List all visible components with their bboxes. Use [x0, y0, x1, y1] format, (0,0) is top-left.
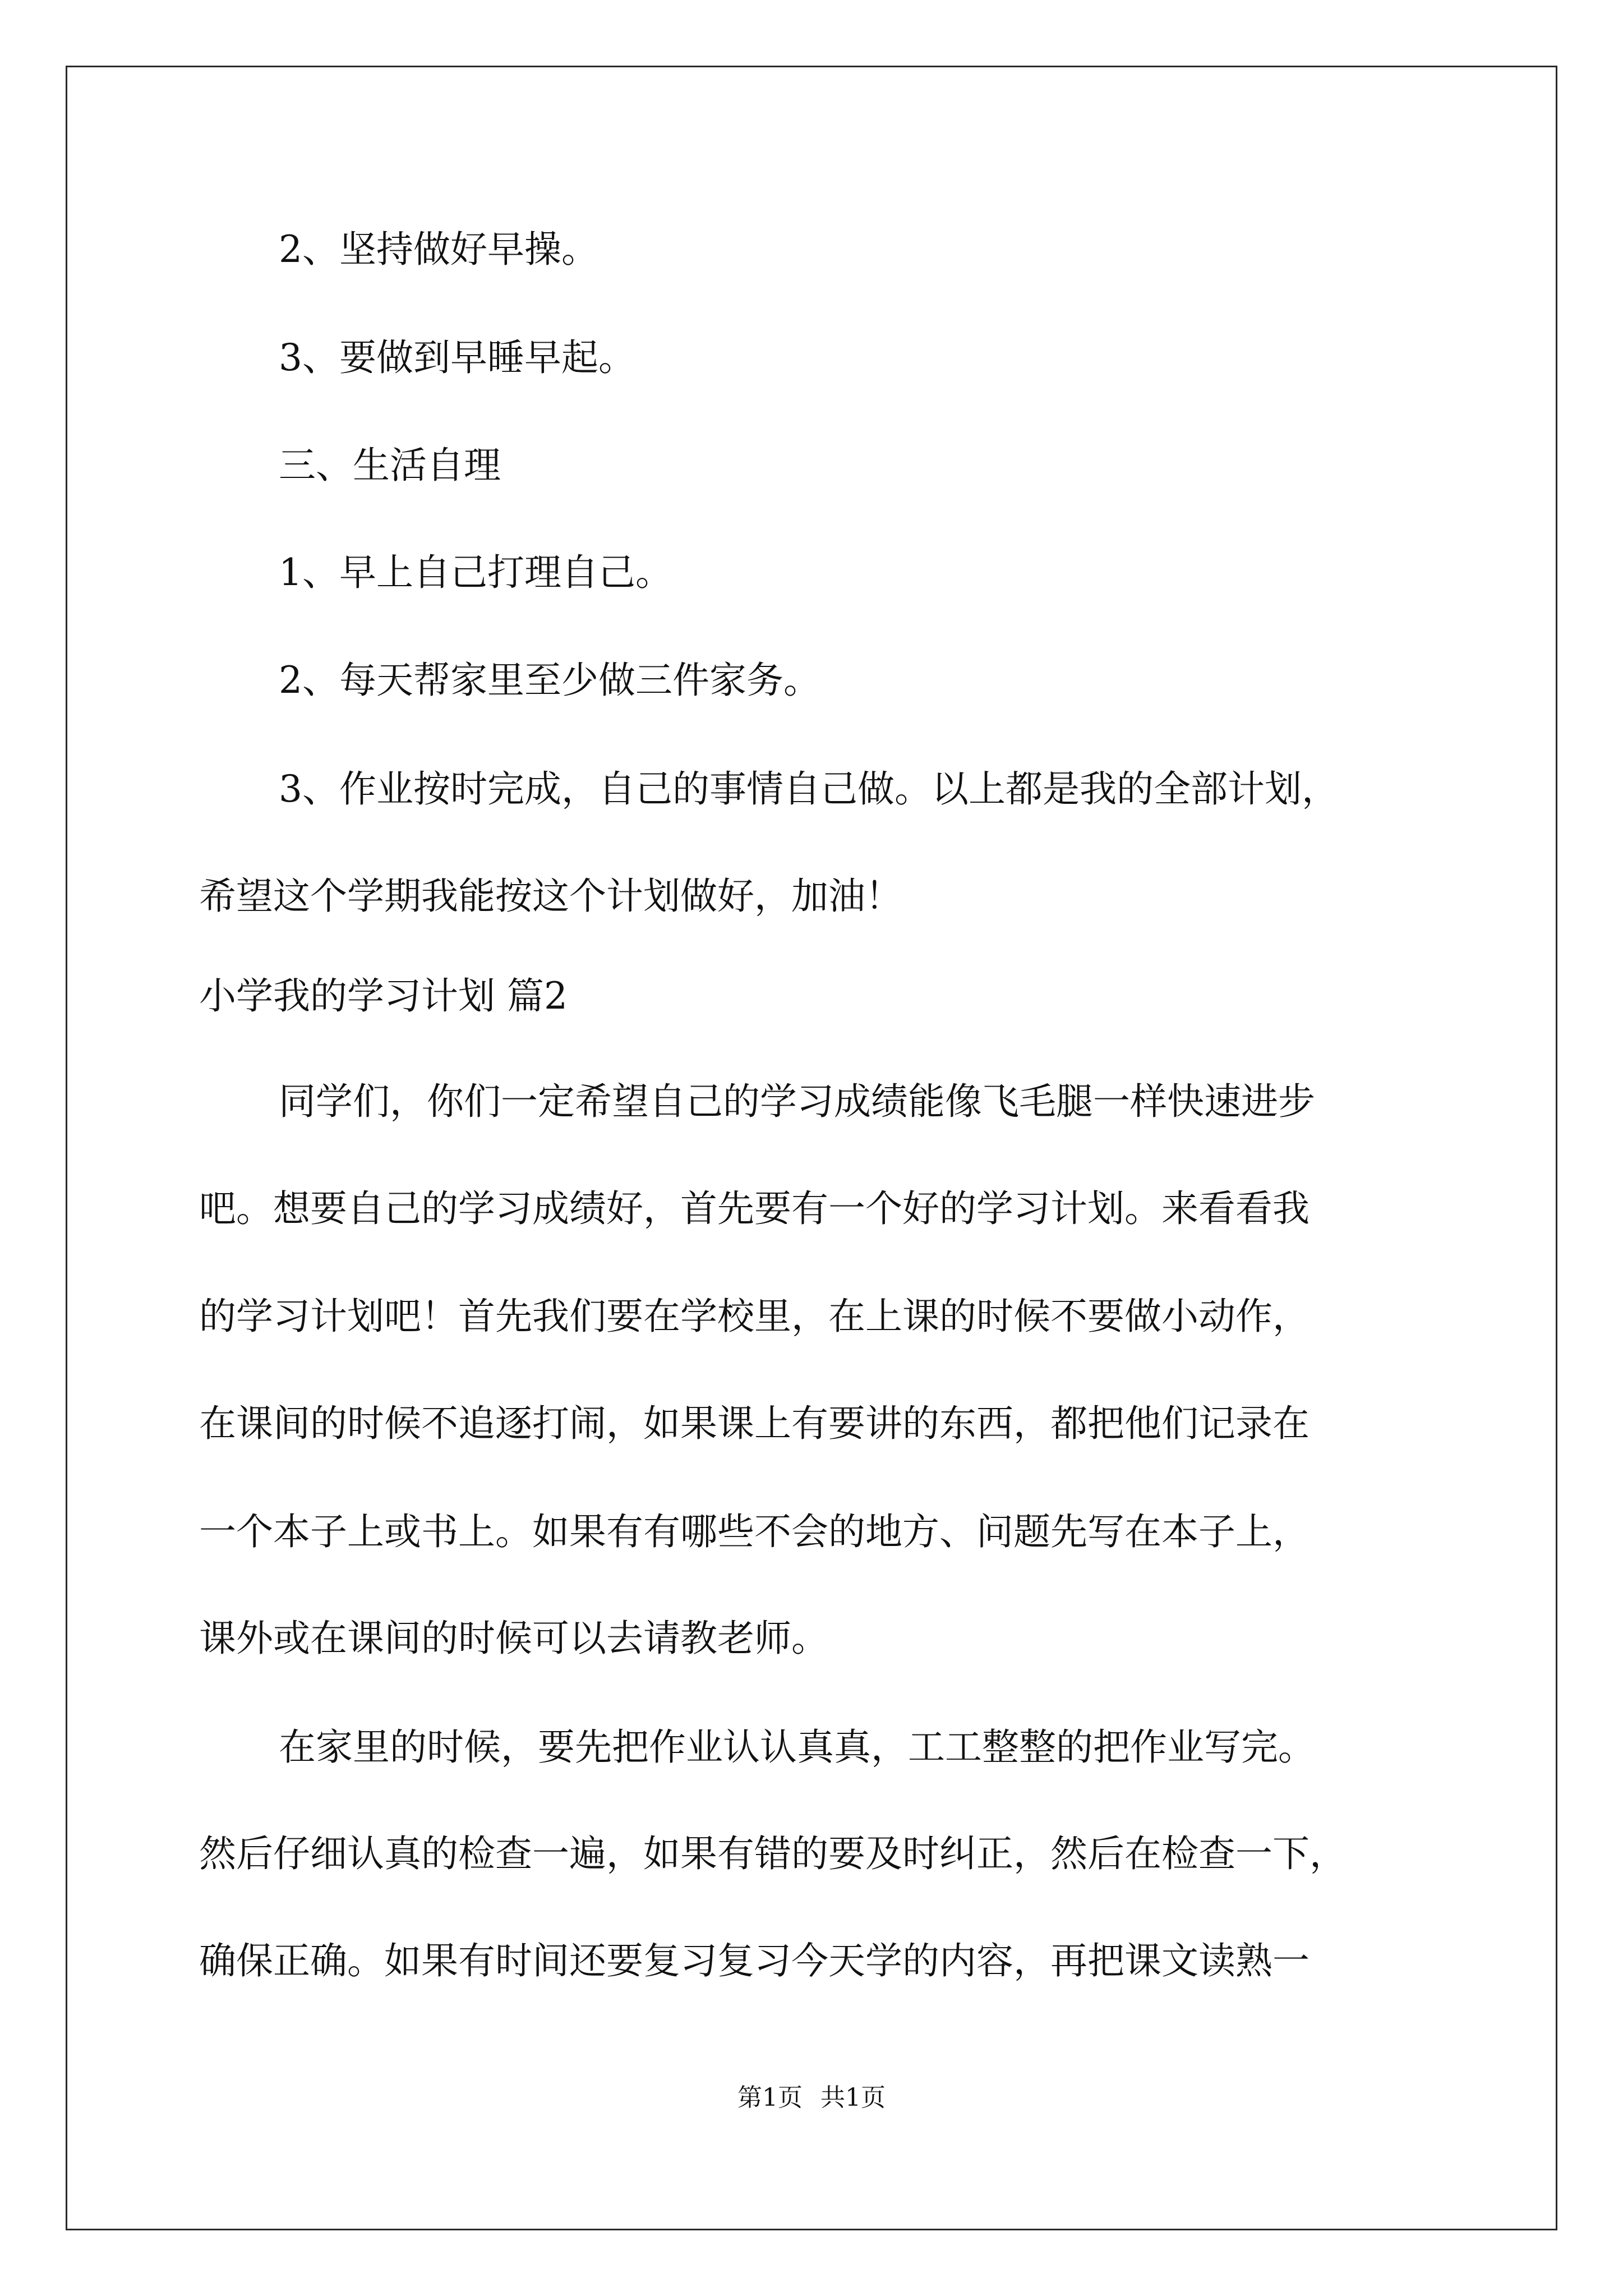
paragraph-line: 3、作业按时完成，自己的事情自己做。以上都是我的全部计划， — [279, 767, 1339, 811]
paragraph-line: 希望这个学期我能按这个计划做好，加油！ — [199, 875, 902, 918]
list-item-housework: 2、每天帮家里至少做三件家务。 — [279, 659, 820, 702]
paragraph-line: 一个本子上或书上。如果有有哪些不会的地方、问题先写在本子上， — [199, 1510, 1310, 1553]
paragraph-line: 吧。想要自己的学习成绩好，首先要有一个好的学习计划。来看看我 — [199, 1187, 1310, 1230]
paragraph-line: 确保正确。如果有时间还要复习复习今天学的内容，再把课文读熟一 — [199, 1939, 1310, 1982]
list-item-self-care-morning: 1、早上自己打理自己。 — [279, 551, 672, 594]
section-heading-self-care: 三、生活自理 — [279, 444, 501, 487]
page-border — [66, 66, 1557, 2230]
paragraph-line: 的学习计划吧！首先我们要在学校里，在上课的时候不要做小动作， — [199, 1295, 1310, 1338]
paragraph-line: 然后仔细认真的检查一遍，如果有错的要及时纠正，然后在检查一下， — [199, 1832, 1347, 1875]
page-number-footer: 第1页 共1页 — [737, 2083, 886, 2112]
list-item-morning-exercise: 2、坚持做好早操。 — [279, 228, 598, 271]
paragraph-line: 课外或在课间的时候可以去请教老师。 — [199, 1617, 828, 1660]
paragraph-line: 在课间的时候不追逐打闹，如果课上有要讲的东西，都把他们记录在 — [199, 1402, 1310, 1445]
paragraph-line: 同学们，你们一定希望自己的学习成绩能像飞毛腿一样快速进步 — [279, 1080, 1315, 1123]
article-heading: 小学我的学习计划 篇2 — [199, 974, 568, 1018]
paragraph-line: 在家里的时候，要先把作业认认真真，工工整整的把作业写完。 — [279, 1726, 1315, 1769]
list-item-early-sleep: 3、要做到早睡早起。 — [279, 336, 635, 379]
